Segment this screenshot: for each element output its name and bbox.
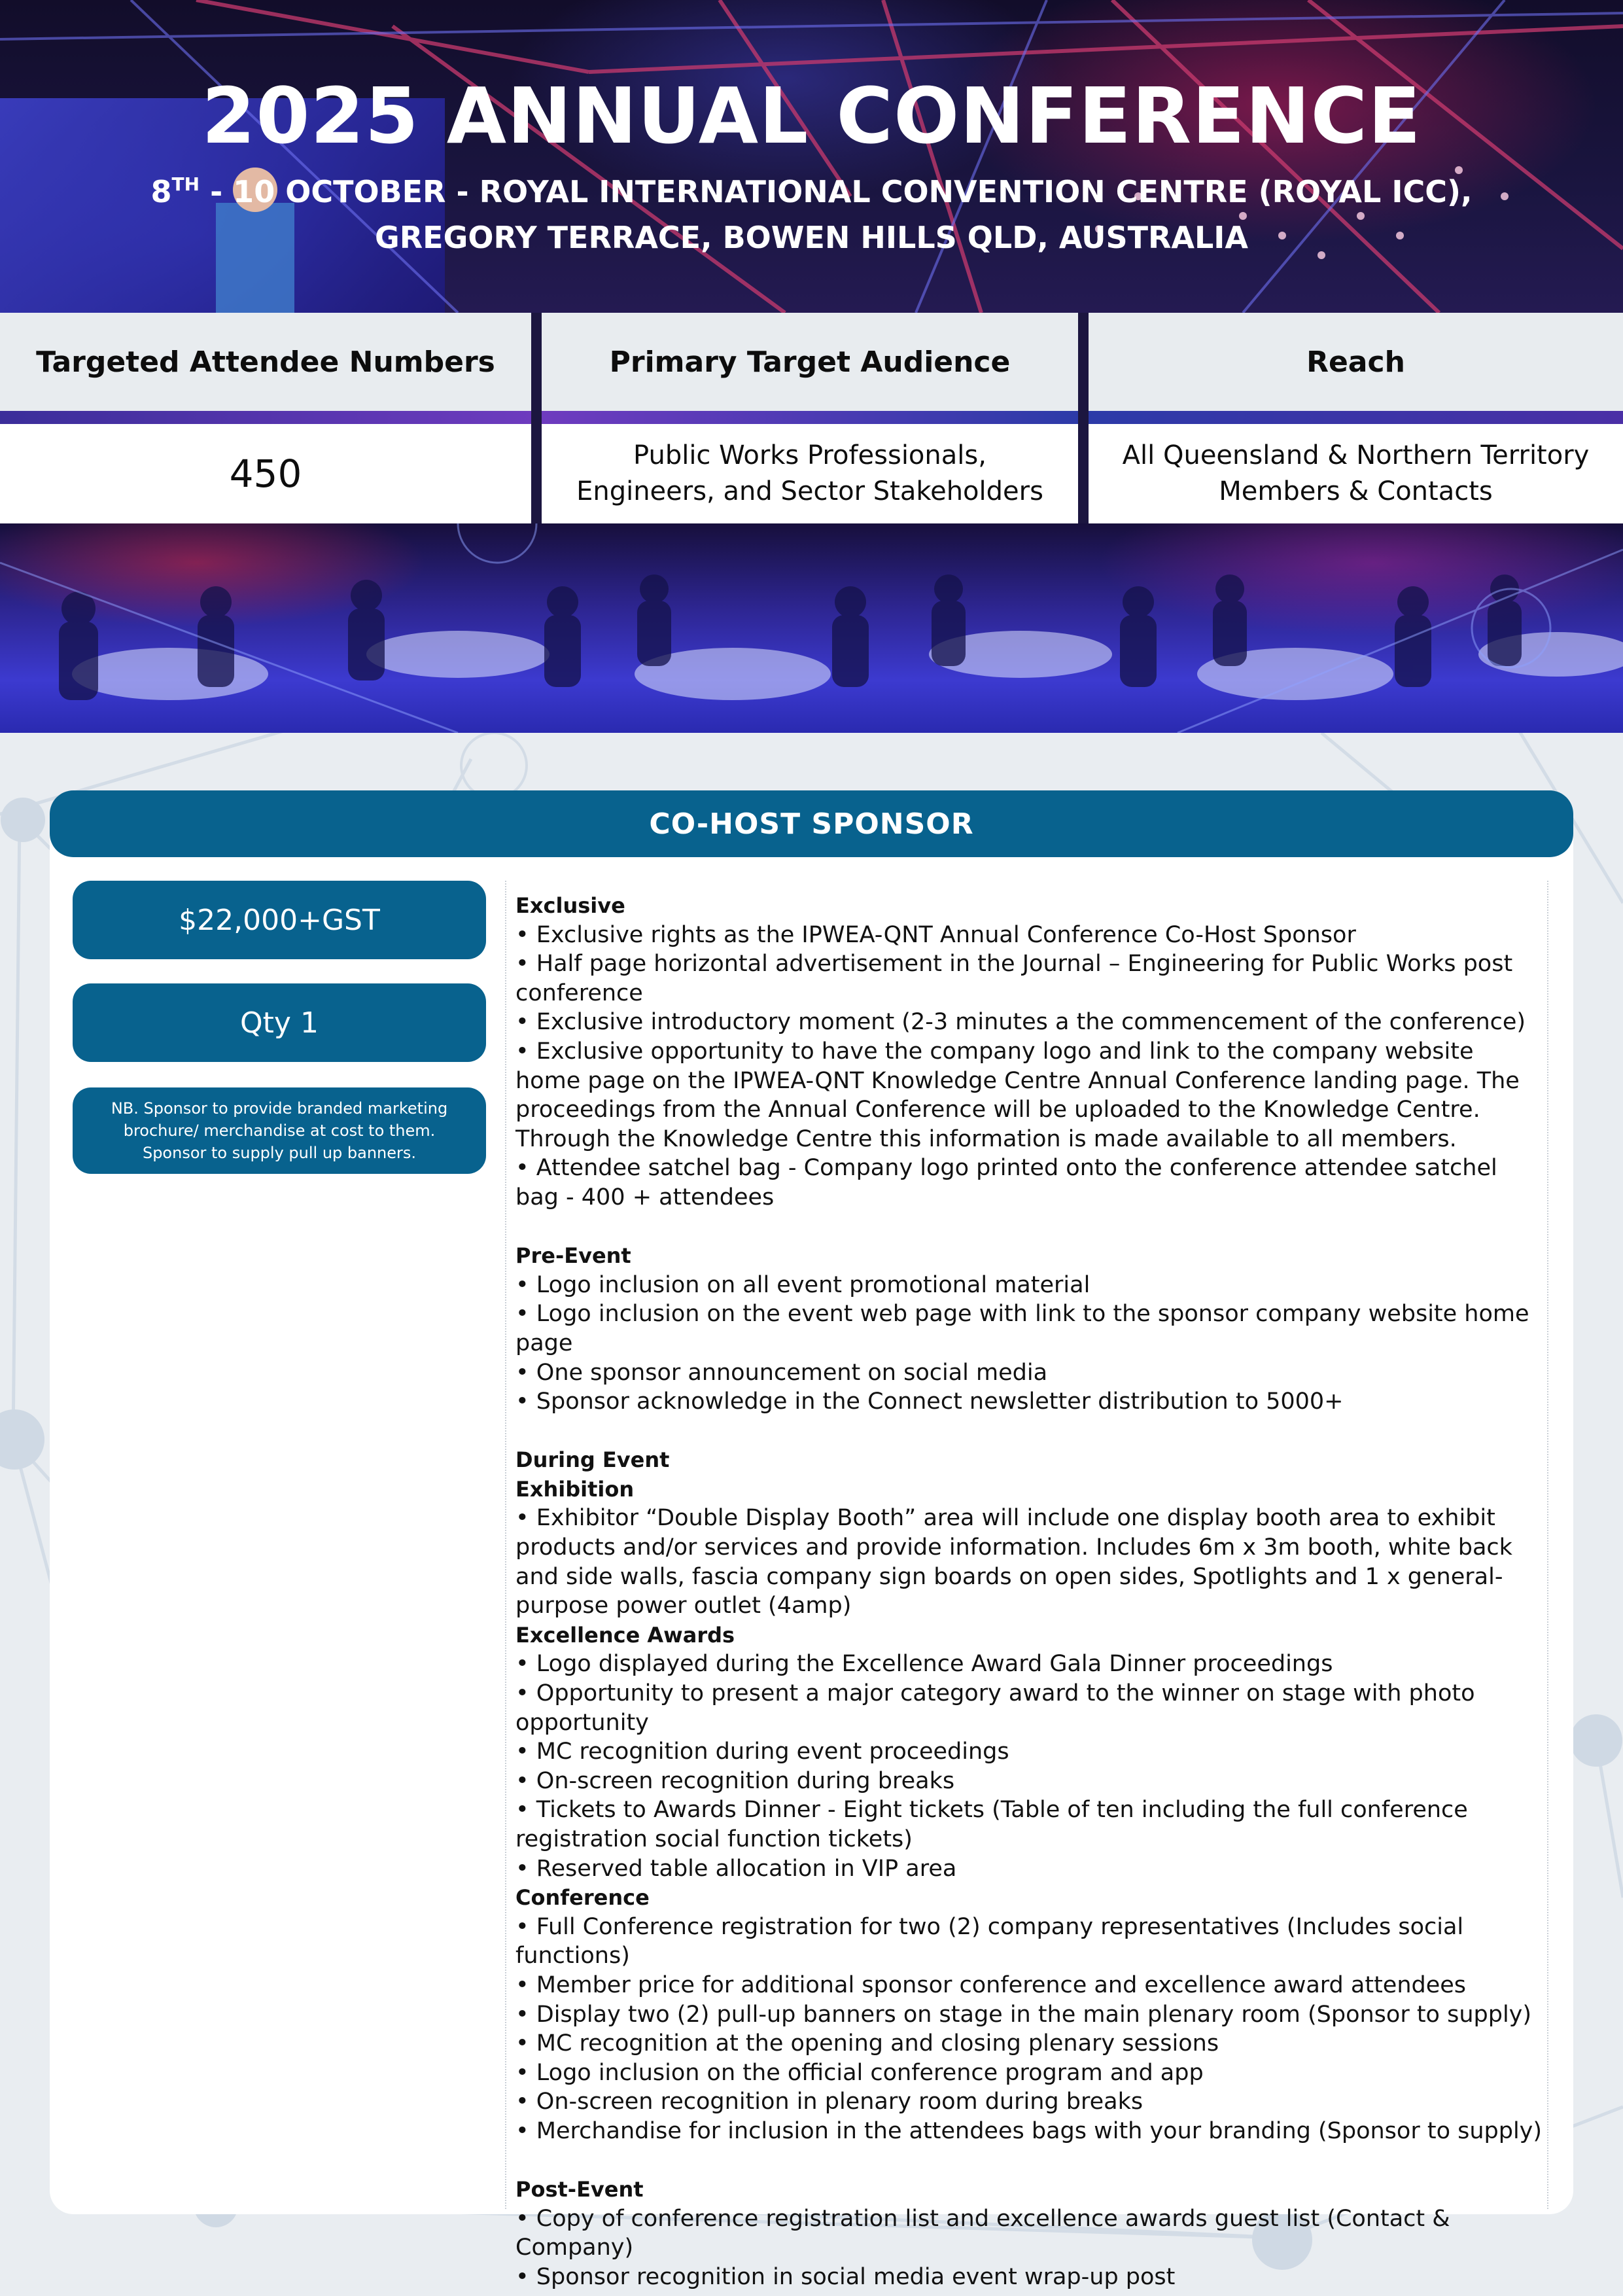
benefit-section-heading: Post-Event: [515, 2177, 644, 2202]
benefit-item: • Attendee satchel bag - Company logo printed onto the conference attendee satchel bag - 400 + attendees: [515, 1155, 1497, 1210]
conference-title: 2025 ANNUAL CONFERENCE: [201, 71, 1422, 161]
stat-value-reach: All Queensland & Northern Territory Members & Contacts: [1089, 424, 1623, 523]
benefit-section-heading: During Event: [515, 1447, 670, 1473]
benefit-item: • Member price for additional sponsor conference and excellence award attendees: [515, 1971, 1467, 1998]
benefits-list: [515, 891, 1544, 2292]
stat-heading-attendees: Targeted Attendee Numbers: [0, 313, 531, 411]
benefit-section-heading: Exclusive: [515, 893, 625, 918]
column-divider: [505, 881, 506, 2209]
date-location-line-1: [0, 169, 1623, 215]
benefit-item: • Sponsor recognition in social media event wrap-up post: [515, 2263, 1176, 2290]
stat-heading-audience: Primary Target Audience: [542, 313, 1078, 411]
column-separator: [1078, 313, 1089, 523]
hero-banner: [0, 0, 1623, 313]
date-location-rest: - 10 OCTOBER - ROYAL INTERNATIONAL CONVENTION CENTRE (ROYAL ICC),: [200, 174, 1473, 209]
conference-date-location: [0, 169, 1623, 260]
benefit-item: • Reserved table allocation in VIP area: [515, 1855, 957, 1882]
section-spacer: [515, 1417, 1544, 1446]
price-badge: $22,000+GST: [73, 881, 486, 959]
benefit-item: • Logo inclusion on the event web page with link to the sponsor company website home page: [515, 1301, 1529, 1356]
benefit-item: • MC recognition at the opening and closing plenary sessions: [515, 2030, 1219, 2057]
sponsor-note: NB. Sponsor to provide branded marketing brochure/ merchandise at cost to them. Sponsor to supply pull up banners.: [73, 1087, 486, 1174]
audience-graphic: [0, 523, 1623, 733]
date-location-line-2: GREGORY TERRACE, BOWEN HILLS QLD, AUSTRALIA: [374, 220, 1248, 255]
benefit-item: • Opportunity to present a major category award to the winner on stage with photo opportunity: [515, 1680, 1475, 1736]
section-spacer: [515, 2146, 1544, 2176]
column-divider-right: [1547, 881, 1548, 2209]
date-suffix: TH: [171, 173, 200, 195]
benefit-item: • Logo inclusion on all event promotional material: [515, 1271, 1091, 1298]
quantity-badge: Qty 1: [73, 983, 486, 1062]
section-spacer: [515, 1212, 1544, 1242]
benefit-section-heading: Conference: [515, 1885, 650, 1911]
stat-heading-reach: Reach: [1089, 313, 1623, 411]
date-day: 8: [150, 174, 172, 209]
column-separator: [531, 313, 542, 523]
benefit-item: • Exhibitor “Double Display Booth” area will include one display booth area to exhibit products and/or services and provide information. Includes 6m x 3m booth, white back and side walls, fascia company sign boards on open sides, Spotlights and 1 x general-purpose power outlet (4amp): [515, 1505, 1512, 1619]
benefit-item: • Half page horizontal advertisement in the Journal – Engineering for Public Works post conference: [515, 951, 1513, 1006]
benefit-item: • Merchandise for inclusion in the attendees bags with your branding (Sponsor to supply): [515, 2117, 1543, 2144]
benefit-item: • On-screen recognition during breaks: [515, 1767, 955, 1794]
benefit-item: • Full Conference registration for two (2) company representatives (Includes social functions): [515, 1913, 1464, 1969]
benefit-item: • Exclusive opportunity to have the company logo and link to the company website home page on the IPWEA-QNT Knowledge Centre Annual Conference landing page. The proceedings from the Annual Conference will be uploaded to the Knowledge Centre. Through the Knowledge Centre this information is made available to all members.: [515, 1038, 1520, 1152]
stat-value-attendees: 450: [0, 424, 531, 523]
benefit-section-heading: Excellence Awards: [515, 1622, 735, 1648]
sponsor-title: CO-HOST SPONSOR: [50, 790, 1573, 857]
stat-value-audience: Public Works Professionals, Engineers, and Sector Stakeholders: [542, 424, 1078, 523]
benefit-item: • Logo displayed during the Excellence Award Gala Dinner proceedings: [515, 1651, 1333, 1678]
stat-divider-strip: [0, 411, 1623, 424]
benefit-item: • MC recognition during event proceedings: [515, 1739, 1009, 1765]
benefit-item: • Exclusive introductory moment (2-3 minutes a the commencement of the conference): [515, 1009, 1526, 1036]
benefit-section-heading: Pre-Event: [515, 1243, 631, 1269]
benefit-item: • Logo inclusion on the official conference program and app: [515, 2059, 1204, 2086]
benefit-item: • Tickets to Awards Dinner - Eight tickets (Table of ten including the full conference registration social function tickets): [515, 1797, 1468, 1852]
audience-photo: [0, 523, 1623, 733]
benefit-item: • Display two (2) pull-up banners on stage in the main plenary room (Sponsor to supply): [515, 2001, 1532, 2028]
benefit-item: • Sponsor acknowledge in the Connect newsletter distribution to 5000+: [515, 1388, 1344, 1415]
benefit-item: • Copy of conference registration list and excellence awards guest list (Contact & Company): [515, 2205, 1450, 2261]
benefit-item: • One sponsor announcement on social media: [515, 1359, 1048, 1386]
benefit-item: • On-screen recognition in plenary room during breaks: [515, 2089, 1143, 2115]
benefit-section-heading: Exhibition: [515, 1476, 635, 1502]
benefit-item: • Exclusive rights as the IPWEA-QNT Annual Conference Co-Host Sponsor: [515, 921, 1356, 948]
